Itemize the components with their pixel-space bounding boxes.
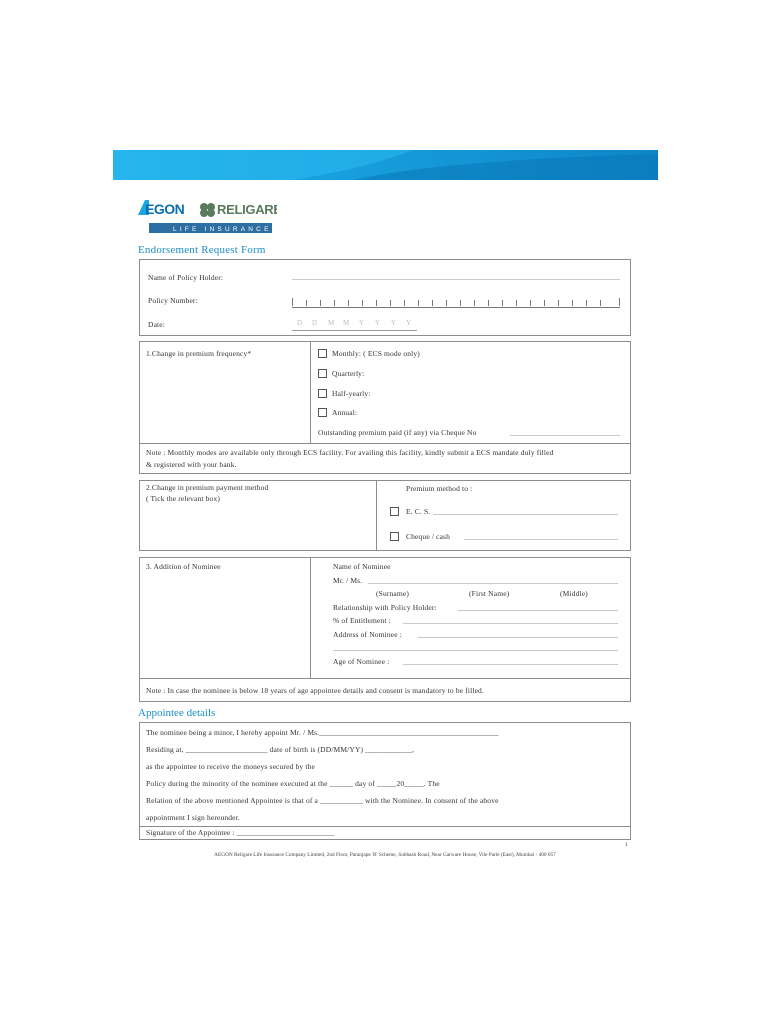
appointee-line3: as the appointee to receive the moneys secured by the — [146, 762, 315, 771]
appointee-heading: Appointee details — [138, 707, 216, 719]
address-label: Address of Nominee : — [333, 630, 403, 639]
entitlement-label: % of Entitlement : — [333, 616, 391, 625]
page-number: 1 — [625, 842, 628, 848]
svg-text:EGON: EGON — [145, 201, 185, 217]
annual-label: Annual: — [332, 408, 358, 417]
half-yearly-label: Half-yearly: — [332, 389, 371, 398]
cheque-cash-field[interactable] — [464, 539, 618, 540]
date-field[interactable] — [292, 319, 417, 331]
age-field[interactable] — [403, 664, 618, 665]
nominee-label: 3. Addition of Nominee — [146, 562, 221, 571]
divider — [139, 678, 631, 679]
nominee-note: Note : In case the nominee is below 18 years of age appointee details and consent is mandatory to be filled. — [146, 686, 484, 695]
frequency-note-line1: Note : Monthly modes are available only through ECS facility. For availing this facility, kindly submit a ECS mandate duly filled — [146, 448, 554, 457]
ecs-field[interactable] — [433, 514, 618, 515]
address-field-line2[interactable] — [333, 650, 618, 651]
footer-address: AEGON Religare Life Insurance Company Limited, 2nd Floor, Paranjape 'B' Scheme, Subhash Road, Near Garware House, Vile Parle (East), Mumbai - 400 057 — [214, 852, 556, 858]
premium-method-header: Premium method to : — [406, 484, 473, 493]
nominee-name-field[interactable] — [368, 583, 618, 584]
date-label: Date: — [148, 320, 165, 329]
annual-checkbox[interactable] — [318, 408, 327, 417]
ecs-checkbox[interactable] — [390, 507, 399, 516]
entitlement-field[interactable] — [403, 623, 618, 624]
policy-holder-field[interactable] — [292, 279, 620, 280]
half-yearly-checkbox[interactable] — [318, 389, 327, 398]
frequency-note-line2: & registered with your bank. — [146, 460, 237, 469]
header-banner — [113, 150, 658, 180]
policy-number-label: Policy Number: — [148, 296, 198, 305]
divider — [310, 341, 311, 443]
address-field[interactable] — [418, 637, 618, 638]
relationship-label: Relationship with Policy Holder: — [333, 603, 437, 612]
date-cell: Y — [406, 319, 412, 327]
appointee-line6: appointment I sign hereunder. — [146, 813, 240, 822]
ecs-label: E. C. S. — [406, 507, 431, 516]
outstanding-premium-label: Outstanding premium paid (if any) via Cheque No — [318, 428, 477, 437]
first-name-label: (First Name) — [469, 589, 510, 598]
divider — [139, 443, 631, 444]
appointee-line4: Policy during the minority of the nominee executed at the ______ day of _____20_____. The — [146, 779, 440, 788]
policy-number-field[interactable] — [292, 296, 620, 308]
date-cell: Y — [391, 319, 397, 327]
surname-label: (Surname) — [376, 589, 410, 598]
appointee-line2: Residing at, _____________________ date of birth is (DD/MM/YY) ____________, — [146, 745, 415, 754]
payment-method-label: 2.Change in premium payment method — [146, 483, 269, 492]
appointee-line1: The nominee being a minor, I hereby appoint Mr. / Ms.______________________________________________ — [146, 728, 499, 737]
quarterly-label: Quarterly: — [332, 369, 365, 378]
age-label: Age of Nominee : — [333, 657, 390, 666]
divider — [139, 826, 631, 827]
monthly-label: Monthly: ( ECS mode only) — [332, 349, 420, 358]
date-cell: M — [328, 319, 335, 327]
date-cell: Y — [375, 319, 381, 327]
appointee-signature: Signature of the Appointee : _________________________ — [146, 828, 335, 837]
date-cell: Y — [359, 319, 365, 327]
svg-text:RELIGARE: RELIGARE — [217, 202, 277, 217]
company-logo — [137, 197, 277, 235]
cheque-cash-label: Cheque / cash — [406, 532, 451, 541]
premium-frequency-label: 1.Change in premium frequency* — [146, 349, 252, 358]
date-cell: D — [312, 319, 318, 327]
appointee-line5: Relation of the above mentioned Appointee is that of a ___________ with the Nominee. In consent of the above — [146, 796, 499, 805]
quarterly-checkbox[interactable] — [318, 369, 327, 378]
svg-text:LIFE INSURANCE: LIFE INSURANCE — [173, 226, 272, 233]
cheque-cash-checkbox[interactable] — [390, 532, 399, 541]
date-cell: D — [297, 319, 303, 327]
policy-holder-label: Name of Policy Holder: — [148, 273, 224, 282]
payment-method-hint: ( Tick the relevant box) — [146, 494, 221, 503]
divider — [376, 480, 377, 551]
relationship-field[interactable] — [458, 610, 618, 611]
mr-ms-label: Mr. / Ms. — [333, 576, 363, 585]
cheque-number-field[interactable] — [510, 435, 620, 436]
date-cell: M — [343, 319, 350, 327]
form-title: Endorsement Request Form — [138, 244, 266, 256]
middle-name-label: (Middle) — [560, 589, 588, 598]
monthly-checkbox[interactable] — [318, 349, 327, 358]
nominee-name-label: Name of Nominee — [333, 562, 391, 571]
divider — [310, 557, 311, 678]
